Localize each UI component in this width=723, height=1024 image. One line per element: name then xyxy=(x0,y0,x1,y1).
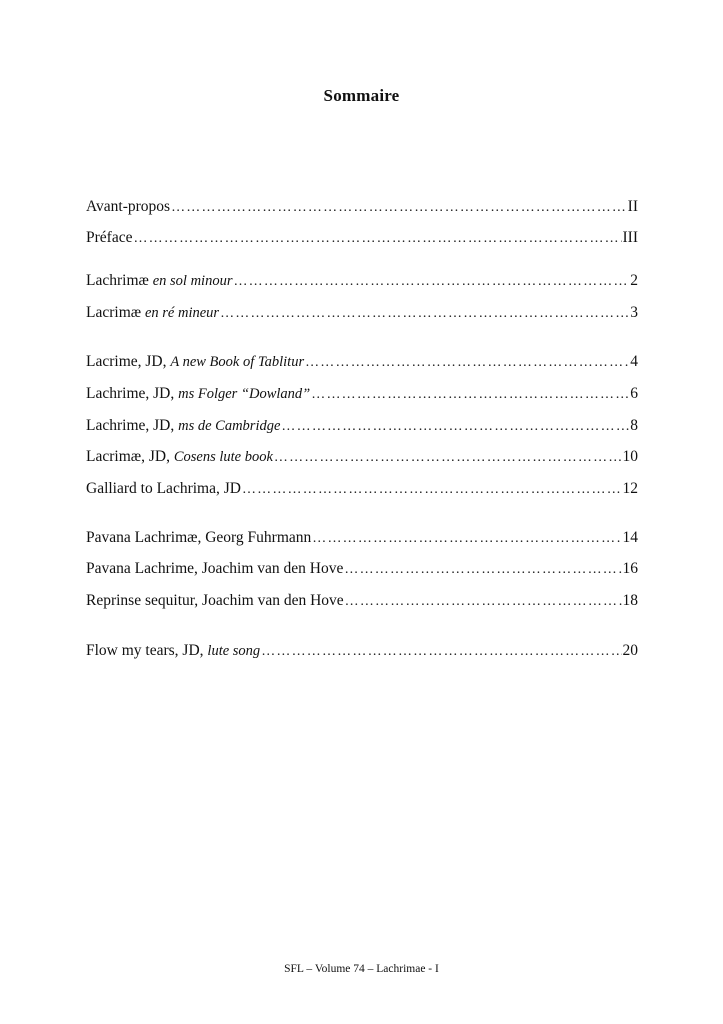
toc-leader-dots xyxy=(281,416,629,438)
toc-entry-lacrime-new-book[interactable] xyxy=(86,351,638,373)
toc-entry-pavana-hove[interactable] xyxy=(86,558,638,580)
toc-entry-label: Pavana Lachrime, Joachim van den Hove xyxy=(86,560,344,577)
toc-leader-dots xyxy=(311,384,629,406)
toc-entry-label: Avant-propos xyxy=(86,198,171,215)
toc-entry-page: 3 xyxy=(630,304,638,321)
toc-entry-page: 2 xyxy=(630,272,638,289)
toc-entry-label: Reprinse sequitur, Joachim van den Hove xyxy=(86,592,344,609)
toc-entry-page: 4 xyxy=(630,353,638,370)
toc-entry-label: Flow my tears, JD, lute song xyxy=(86,642,261,659)
toc-entry-page: 18 xyxy=(622,592,638,609)
toc-entry-page: 20 xyxy=(622,642,638,659)
toc-leader-dots xyxy=(233,271,629,293)
toc-entry-lachrime-cambridge[interactable] xyxy=(86,415,638,437)
toc-entry-label: Lachrime, JD, ms Folger “Dowland” xyxy=(86,385,311,402)
toc-entry-label: Lachrimæ en sol minour xyxy=(86,272,233,289)
toc-entry-avant-propos[interactable] xyxy=(86,196,638,218)
toc-entry-lachrimae-sol[interactable] xyxy=(86,270,638,292)
toc-leader-dots xyxy=(242,479,622,501)
toc-leader-dots xyxy=(305,352,629,374)
toc-entry-label: Galliard to Lachrima, JD xyxy=(86,480,241,497)
toc-entry-label: Lacrime, JD, A new Book of Tablitur xyxy=(86,353,305,370)
toc-entry-page: 16 xyxy=(622,560,638,577)
toc-leader-dots xyxy=(171,197,627,219)
toc-entry-lacrimae-re[interactable] xyxy=(86,302,638,324)
toc-entry-label: Lachrime, JD, ms de Cambridge xyxy=(86,417,281,434)
toc-entry-label: Pavana Lachrimæ, Georg Fuhrmann xyxy=(86,529,312,546)
toc-entry-lachrime-folger[interactable] xyxy=(86,383,638,405)
toc-entry-label: Lacrimæ en ré mineur xyxy=(86,304,220,321)
toc-entry-preface[interactable] xyxy=(86,227,638,249)
toc-leader-dots xyxy=(274,447,622,469)
toc-entry-label: Lacrimæ, JD, Cosens lute book xyxy=(86,448,273,465)
toc-entry-page: II xyxy=(627,198,638,215)
toc-entry-flow-my-tears[interactable] xyxy=(86,640,638,662)
toc-entry-galliard[interactable] xyxy=(86,478,638,500)
page-title: Sommaire xyxy=(323,86,400,105)
toc-entry-pavana-fuhrmann[interactable] xyxy=(86,527,638,549)
toc-leader-dots xyxy=(220,303,629,325)
page-footer: SFL – Volume 74 – Lachrimae - I xyxy=(284,963,439,975)
toc-leader-dots xyxy=(312,528,621,550)
toc-leader-dots xyxy=(345,591,622,613)
toc-entry-page: III xyxy=(622,229,638,246)
toc-entry-reprinse-hove[interactable] xyxy=(86,590,638,612)
toc-entry-page: 10 xyxy=(622,448,638,465)
toc-entry-page: 12 xyxy=(622,480,638,497)
toc-leader-dots xyxy=(344,559,621,581)
toc-entry-lacrimae-cosens[interactable] xyxy=(86,446,638,468)
toc-leader-dots xyxy=(261,641,621,663)
toc-entry-page: 14 xyxy=(622,529,638,546)
toc-entry-page: 8 xyxy=(630,417,638,434)
toc-entry-page: 6 xyxy=(630,385,638,402)
toc-entry-label: Préface xyxy=(86,229,133,246)
toc-leader-dots xyxy=(133,228,621,250)
